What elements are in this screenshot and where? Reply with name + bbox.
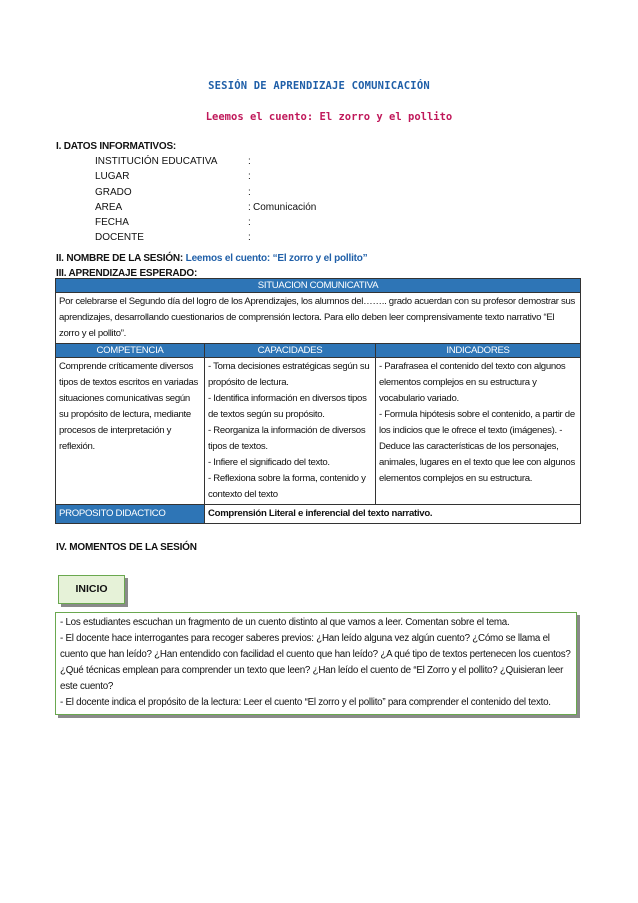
col-header-competencia: COMPETENCIA [56,344,205,358]
page-title: SESIÓN DE APRENDIZAJE COMUNICACIÓN [208,80,430,92]
info-colon: : [248,217,251,228]
section-datos-informativos: I. DATOS INFORMATIVOS: [56,141,177,152]
proposito-label: PROPOSITO DIDACTICO [56,505,205,524]
situacion-header: SITUACION COMUNICATIVA [56,279,581,293]
info-label: LUGAR [95,171,130,182]
indicador-item: - Formula hipótesis sobre el contenido, a partir de los indicios que le ofrece el texto (imágenes). - Deduce las características de los personajes, animales, lugares en el texto que lee con algunos elementos complejos en su estructura. [379,409,575,484]
learning-table [55,278,581,524]
info-colon: : [248,232,251,243]
col-header-capacidades: CAPACIDADES [205,344,376,358]
situacion-text: Por celebrarse el Segundo día del logro de los Aprendizajes, los alumnos del…….. grado acuerdan con su profesor demostrar sus aprendizajes, desarrollando cuestionarios de comprensión lectora. Para ello deben leer comprensivamente texto narrativo “El zorro y el pollito”. [56,293,581,344]
col-header-indicadores: INDICADORES [376,344,581,358]
capacidad-item: - Identifica información en diversos tipos de textos según su propósito. [208,393,367,420]
info-value: Comunicación [253,202,317,213]
session-subtitle: Leemos el cuento: El zorro y el pollito [205,111,453,123]
info-colon: : [248,202,251,213]
inicio-label-box: INICIO [58,575,125,604]
capacidad-item: - Reflexiona sobre la forma, contenido y contexto del texto [208,473,366,500]
info-label: INSTITUCIÓN EDUCATIVA [95,156,218,167]
section-aprendizaje-esperado: III. APRENDIZAJE ESPERADO: [56,268,198,279]
indicadores-cell [376,358,581,505]
capacidad-item: - Infiere el significado del texto. [208,457,330,468]
inicio-content-box [55,612,577,715]
info-label: DOCENTE [95,232,144,243]
info-colon: : [248,187,251,198]
inicio-item: - Los estudiantes escuchan un fragmento de un cuento distinto al que vamos a leer. Comentan sobre el tema. [60,617,510,628]
section-nombre-sesion [56,253,368,264]
info-colon: : [248,171,251,182]
info-colon: : [248,156,251,167]
section-momentos: IV. MOMENTOS DE LA SESIÓN [56,542,197,553]
inicio-item: - El docente hace interrogantes para recoger saberes previos: ¿Han leído alguna vez algún cuento? ¿Cómo se llama el cuento que han leído? ¿Han entendido con facilidad el cuento que han leído? ¿A qué tipo de textos pertenecen los cuentos? ¿Qué técnicas emplean para comprender un texto que leen? ¿Han leído el cuento de “El Zorro y el pollito? ¿Quisieran leer este cuento? [60,633,571,692]
indicador-item: - Parafrasea el contenido del texto con algunos elementos complejos en su estructura y vocabulario variado. [379,361,566,404]
capacidades-cell [205,358,376,505]
competencia-cell: Comprende críticamente diversos tipos de textos escritos en variadas situaciones comunicativas según su propósito de lectura, mediante procesos de interpretación y reflexión. [56,358,205,505]
info-label: FECHA [95,217,129,228]
session-name: Leemos el cuento: “El zorro y el pollito” [185,253,368,264]
capacidad-item: - Toma decisiones estratégicas según su propósito de lectura. [208,361,370,388]
inicio-item: - El docente indica el propósito de la lectura: Leer el cuento “El zorro y el pollito” para comprender el contenido del texto. [60,697,551,708]
section-label: II. NOMBRE DE LA SESIÓN: [56,253,184,264]
proposito-value: Comprensión Literal e inferencial del texto narrativo. [205,505,581,524]
info-label: GRADO [95,187,132,198]
capacidad-item: - Reorganiza la información de diversos tipos de textos. [208,425,366,452]
info-label: AREA [95,202,123,213]
